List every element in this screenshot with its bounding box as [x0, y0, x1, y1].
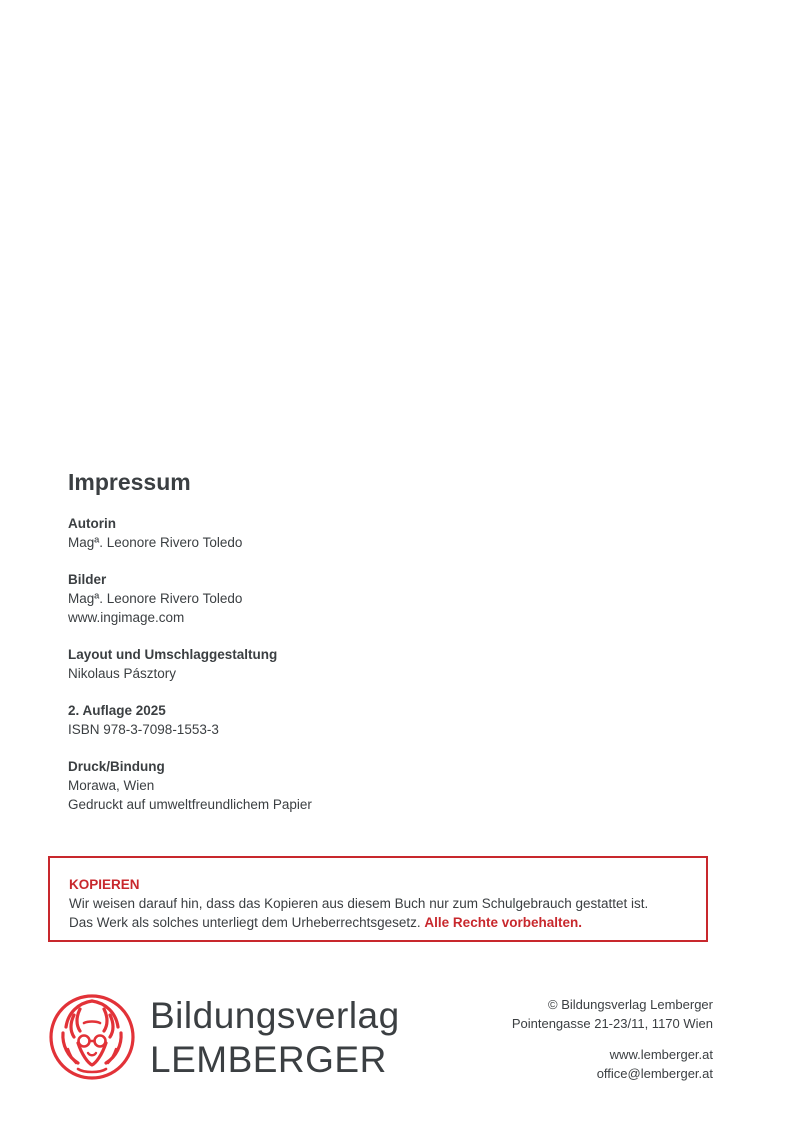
publisher-logo-text: [150, 994, 400, 1082]
section-heading: Bilder: [68, 572, 107, 587]
page-title: Impressum: [68, 469, 191, 495]
logo-line-1: Bildungsverlag: [150, 995, 400, 1036]
section-line: Nikolaus Pásztory: [68, 666, 177, 681]
section-line: ISBN 978-3-7098-1553-3: [68, 722, 219, 737]
section-autorin: [68, 514, 708, 552]
section-line: Magª. Leonore Rivero Toledo: [68, 591, 243, 606]
copy-notice-box: [48, 856, 708, 942]
section-druck: [68, 757, 708, 814]
section-line: Gedruckt auf umweltfreundlichem Papier: [68, 797, 312, 812]
contact-spacer: [512, 1033, 713, 1045]
section-bilder: [68, 570, 708, 627]
notice-line: [69, 913, 688, 932]
publisher-contact: [512, 995, 713, 1083]
rights-reserved: Alle Rechte vorbehalten.: [424, 915, 582, 930]
section-heading: Druck/Bindung: [68, 759, 165, 774]
copyright-line: © Bildungsverlag Lemberger: [548, 997, 713, 1012]
section-line: Morawa, Wien: [68, 778, 155, 793]
section-auflage: [68, 701, 708, 739]
section-heading: Autorin: [68, 516, 116, 531]
logo-line-2: LEMBERGER: [150, 1039, 387, 1080]
notice-line: Wir weisen darauf hin, dass das Kopieren aus diesem Buch nur zum Schulgebrauch gestattet ist.: [69, 896, 649, 911]
impressum-block: [68, 466, 708, 832]
email-link[interactable]: office@lemberger.at: [596, 1066, 713, 1081]
section-heading: Layout und Umschlaggestaltung: [68, 647, 278, 662]
section-line: www.ingimage.com: [68, 610, 185, 625]
lion-head-logo-icon: [48, 993, 136, 1081]
notice-heading: KOPIEREN: [69, 877, 140, 892]
website-link[interactable]: www.lemberger.at: [609, 1047, 713, 1062]
notice-line-text: Das Werk als solches unterliegt dem Urheberrechtsgesetz.: [69, 915, 421, 930]
section-layout: [68, 645, 708, 683]
section-heading: 2. Auflage 2025: [68, 703, 166, 718]
section-line: Magª. Leonore Rivero Toledo: [68, 535, 243, 550]
address-line: Pointengasse 21-23/11, 1170 Wien: [511, 1016, 713, 1031]
